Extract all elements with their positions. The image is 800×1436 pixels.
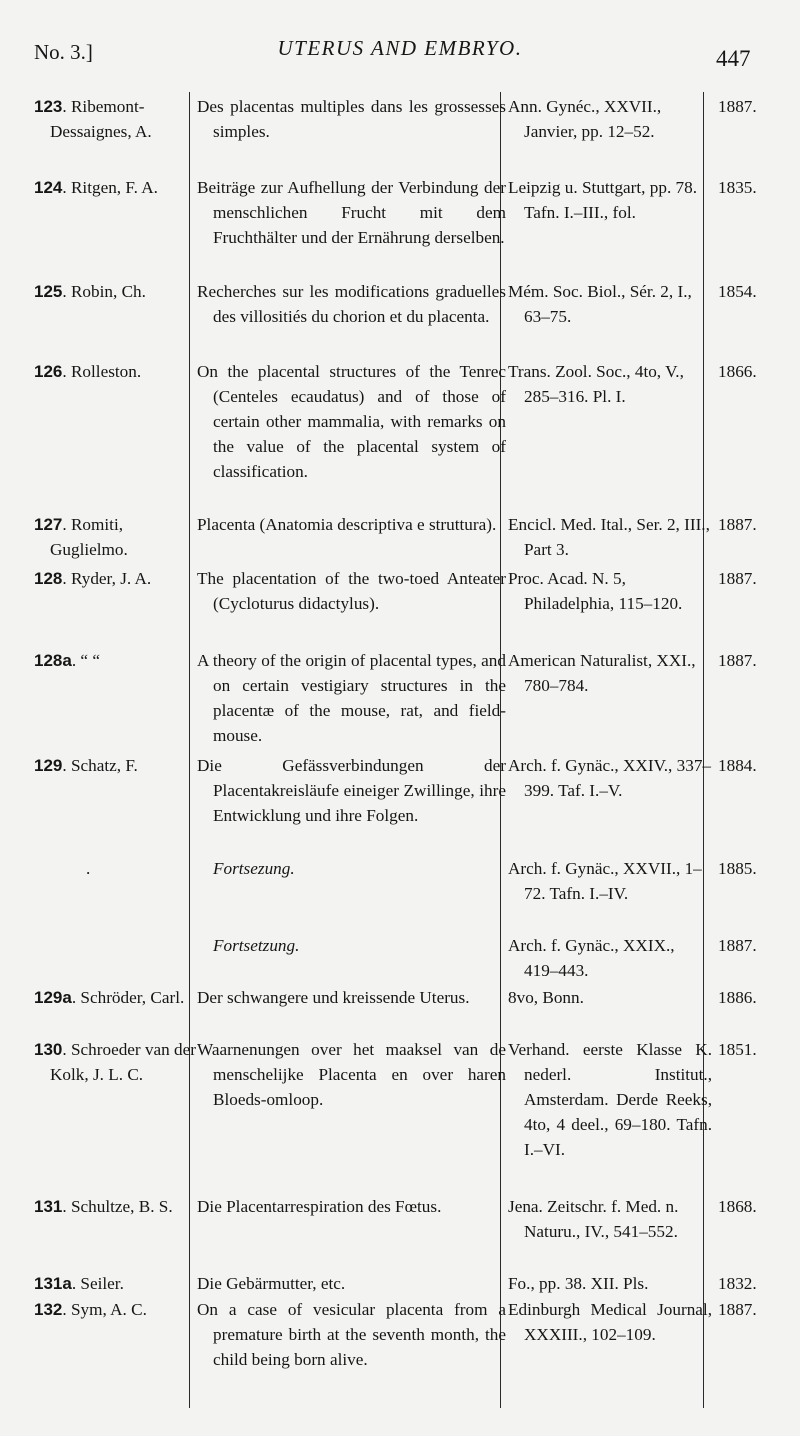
entry-publication: Arch. f. Gynäc., XXIX., 419–443. — [508, 936, 675, 980]
entry-year: 1884. — [718, 756, 757, 775]
entry-129-continuation-2 — [0, 933, 800, 985]
entry-123 — [0, 94, 800, 175]
entry-publication: Leipzig u. Stuttgart, pp. 78. Tafn. I.–III., fol. — [508, 178, 698, 222]
entry-127 — [0, 512, 800, 566]
entry-number: 131 — [34, 1197, 63, 1216]
entry-title: Fortsetzung. — [213, 936, 300, 955]
page-number: 447 — [716, 46, 751, 71]
entry-title: Die Gefässverbindungen der Placentakreisläufe eineiger Zwillinge, ihre Entwicklung und ihre Folgen. — [197, 756, 506, 825]
entry-year: 1887. — [718, 515, 757, 534]
entry-number: 126 — [34, 362, 63, 381]
bibliography-table — [0, 94, 800, 1401]
entry-129 — [0, 753, 800, 856]
entry-publication: Verhand. eerste Klasse K. nederl. Institut., Amsterdam. Derde Reeks, 4to, 4 deel., 69–180. Tafn. I.–VI. — [508, 1040, 712, 1159]
entry-129-continuation-1 — [0, 856, 800, 933]
entry-author: 129. Schatz, F. — [34, 756, 138, 775]
entry-title: Die Placentarrespiration des Fœtus. — [197, 1197, 442, 1216]
entry-number: 124 — [34, 178, 63, 197]
entry-year: 1868. — [718, 1197, 757, 1216]
entry-title: The placentation of the two-toed Anteater (Cycloturus didactylus). — [197, 569, 506, 613]
entry-publication: Mém. Soc. Biol., Sér. 2, I., 63–75. — [508, 282, 692, 326]
issue-number: No. 3.] — [34, 40, 93, 64]
entry-131 — [0, 1194, 800, 1271]
entry-number: 129 — [34, 756, 63, 775]
entry-author: 123. Ribemont-Dessaignes, A. — [34, 97, 152, 141]
entry-year: 1886. — [718, 988, 757, 1007]
entry-number: 123 — [34, 97, 63, 116]
entry-number: 131a — [34, 1274, 72, 1293]
entry-author: 124. Ritgen, F. A. — [34, 178, 158, 197]
entry-publication: Fo., pp. 38. XII. Pls. — [508, 1274, 649, 1293]
entry-author: 128. Ryder, J. A. — [34, 569, 152, 588]
entry-title: On a case of vesicular placenta from a premature birth at the seventh month, the child being born alive. — [197, 1300, 506, 1369]
entry-number: 128a — [34, 651, 72, 670]
entry-publication: Arch. f. Gynäc., XXVII., 1–72. Tafn. I.–IV. — [508, 859, 702, 903]
entry-126 — [0, 359, 800, 512]
entry-author: 130. Schroeder van der Kolk, J. L. C. — [34, 1040, 196, 1084]
entry-year: 1832. — [718, 1274, 757, 1293]
entry-author: 132. Sym, A. C. — [34, 1300, 147, 1319]
entry-year: 1887. — [718, 936, 757, 955]
entry-title: Placenta (Anatomia descriptiva e struttura). — [197, 515, 497, 534]
entry-author: 129a. Schröder, Carl. — [34, 988, 185, 1007]
entry-128a — [0, 648, 800, 753]
entry-publication: American Naturalist, XXI., 780–784. — [508, 651, 696, 695]
entry-year: 1835. — [718, 178, 757, 197]
entry-131a — [0, 1271, 800, 1297]
entry-title: Der schwangere und kreissende Uterus. — [197, 988, 470, 1007]
entry-129a — [0, 985, 800, 1037]
running-header — [0, 30, 800, 80]
entry-author: 125. Robin, Ch. — [34, 282, 146, 301]
entry-title: Des placentas multiples dans les grossesses simples. — [197, 97, 506, 141]
entry-publication: Arch. f. Gynäc., XXIV., 337–399. Taf. I.–V. — [508, 756, 712, 800]
entry-author: 126. Rolleston. — [34, 362, 142, 381]
entry-title: Die Gebärmutter, etc. — [197, 1274, 346, 1293]
entry-author: 127. Romiti, Guglielmo. — [34, 515, 128, 559]
entry-author: 131a. Seiler. — [34, 1274, 124, 1293]
entry-124 — [0, 175, 800, 279]
entry-number: 128 — [34, 569, 63, 588]
entry-130 — [0, 1037, 800, 1194]
entry-year: 1854. — [718, 282, 757, 301]
entry-publication: Trans. Zool. Soc., 4to, V., 285–316. Pl. I. — [508, 362, 684, 406]
entry-title: Waarnenungen over het maaksel van de menschelijke Placenta en over haren Bloeds-omloop. — [197, 1040, 506, 1109]
entry-year: 1885. — [718, 859, 757, 878]
entry-year: 1887. — [718, 569, 757, 588]
entry-132 — [0, 1297, 800, 1401]
entry-title: On the placental structures of the Tenrec (Centeles ecaudatus) and of those of certain other mammalia, with remarks on the value of the placental system of classification. — [197, 362, 506, 481]
entry-title: Recherches sur les modifications graduelles des villositiés du chorion et du placenta. — [197, 282, 506, 326]
entry-title: Fortsezung. — [213, 859, 295, 878]
entry-publication: Jena. Zeitschr. f. Med. n. Naturu., IV., 541–552. — [508, 1197, 679, 1241]
entry-year: 1851. — [718, 1040, 757, 1059]
entry-number: 130 — [34, 1040, 63, 1059]
entry-year: 1887. — [718, 1300, 757, 1319]
entry-publication: Encicl. Med. Ital., Ser. 2, III., Part 3. — [508, 515, 710, 559]
entry-number: 125 — [34, 282, 63, 301]
running-title: UTERUS AND EMBRYO. — [277, 36, 523, 60]
entry-publication: Ann. Gynéc., XXVII., Janvier, pp. 12–52. — [508, 97, 662, 141]
entry-author: . — [86, 859, 91, 878]
entry-publication: Proc. Acad. N. 5, Philadelphia, 115–120. — [508, 569, 683, 613]
entry-publication: 8vo, Bonn. — [508, 988, 584, 1007]
entry-title: A theory of the origin of placental types, and on certain vestigiary structures in the placentæ of the mouse, rat, and field-mouse. — [197, 651, 506, 745]
entry-number: 129a — [34, 988, 72, 1007]
entry-publication: Edinburgh Medical Journal, XXXIII., 102–109. — [508, 1300, 712, 1344]
entry-year: 1887. — [718, 651, 757, 670]
entry-128 — [0, 566, 800, 648]
entry-number: 127 — [34, 515, 63, 534]
entry-year: 1887. — [718, 97, 757, 116]
entry-author: 128a. “ “ — [34, 651, 100, 670]
entry-year: 1866. — [718, 362, 757, 381]
entry-125 — [0, 279, 800, 359]
entry-number: 132 — [34, 1300, 63, 1319]
entry-title: Beiträge zur Aufhellung der Verbindung der menschlichen Frucht mit dem Fruchthälter und der Ernährung derselben. — [197, 178, 506, 247]
entry-author: 131. Schultze, B. S. — [34, 1197, 173, 1216]
